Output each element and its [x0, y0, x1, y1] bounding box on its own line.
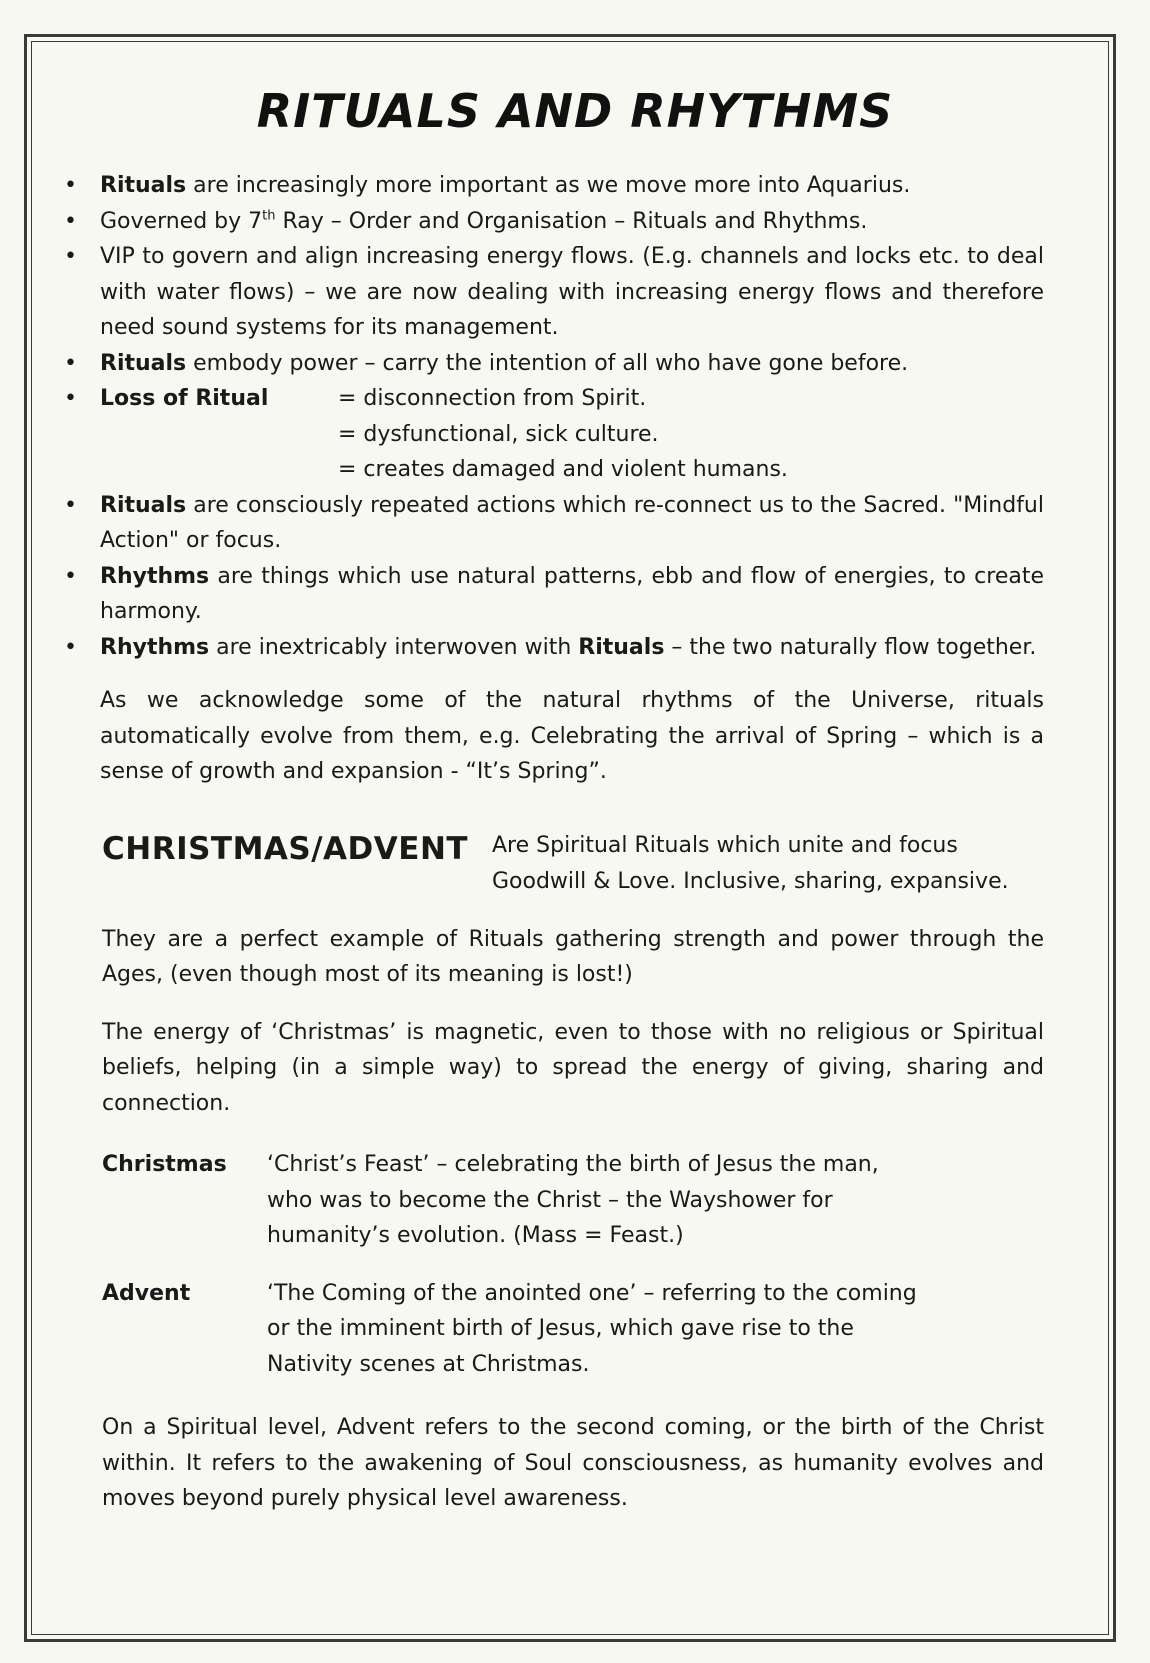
bullet-icon: •	[64, 634, 77, 660]
loss-line: = disconnection from Spirit.	[338, 386, 647, 411]
definition-line: ‘The Coming of the anointed one’ – referring to the coming	[267, 1280, 917, 1306]
bullet-text: are increasingly more important as we move more into Aquarius.	[186, 173, 911, 198]
bold-term: Rituals	[578, 634, 665, 660]
bullet-item	[64, 204, 1044, 240]
definition-text	[267, 1276, 917, 1383]
definition-text	[267, 1147, 879, 1254]
acknowledge-paragraph: As we acknowledge some of the natural rhythms of the Universe, rituals automatically evolve from them, e.g. Celebrating the arrival of Spring – which is a sense of growth and expansion - “It’s Spring”.	[100, 688, 1044, 784]
definition-line: humanity’s evolution. (Mass = Feast.)	[267, 1223, 684, 1248]
definition-term: Christmas	[102, 1152, 227, 1177]
bullet-icon: •	[64, 208, 77, 234]
bullet-item	[64, 168, 1044, 204]
loss-label: Loss of Ritual	[100, 386, 269, 411]
bullet-icon: •	[64, 244, 77, 269]
loss-row	[100, 381, 1044, 488]
document-body	[64, 168, 1044, 1517]
bullet-text: are inextricably interwoven with	[209, 634, 579, 660]
definition-christmas	[64, 1147, 1044, 1254]
bullet-text: are things which use natural patterns, ebb and flow of energies, to create harmony.	[100, 563, 1044, 624]
perfect-example-paragraph: They are a perfect example of Rituals gathering strength and power through the Ages, (even though most of its meaning is lost!)	[102, 926, 1044, 987]
energy-paragraph: The energy of ‘Christmas’ is magnetic, even to those with no religious or Spiritual beliefs, helping (in a simple way) to spread the energy of giving, sharing and connection.	[102, 1019, 1044, 1116]
definition-line: ‘Christ’s Feast’ – celebrating the birth of Jesus the man,	[267, 1152, 879, 1177]
superscript: th	[262, 208, 276, 224]
bold-term: Rituals	[100, 350, 187, 376]
section-intro	[492, 828, 1009, 900]
section-intro-line: Goodwill & Love. Inclusive, sharing, expansive.	[492, 868, 1009, 894]
bullet-item	[64, 488, 1044, 559]
bullet-list	[64, 168, 1044, 665]
bullet-icon: •	[64, 563, 77, 589]
bullet-item	[64, 239, 1044, 346]
bullet-text: VIP to govern and align increasing energy flows. (E.g. channels and locks etc. to deal with water flows) – we are now dealing with increasing energy flows and therefore need sound systems for its management.	[100, 244, 1044, 340]
bold-term: Rhythms	[100, 563, 210, 589]
definition-term: Advent	[102, 1280, 191, 1306]
bullet-text: embody power – carry the intention of all who have gone before.	[186, 350, 909, 376]
spiritual-level-paragraph: On a Spiritual level, Advent refers to the second coming, or the birth of the Christ within. It refers to the awakening of Soul consciousness, as humanity evolves and moves beyond purely physical level awareness.	[102, 1415, 1044, 1511]
bullet-item	[64, 630, 1044, 666]
bold-term: Rituals	[100, 492, 187, 518]
page-title: RITUALS AND RHYTHMS	[256, 84, 894, 138]
loss-lines	[338, 381, 788, 488]
bold-term: Rituals	[100, 173, 187, 198]
bullet-icon: •	[64, 492, 77, 518]
bullet-icon: •	[64, 350, 77, 376]
bullet-icon: •	[64, 386, 77, 411]
definition-line: Nativity scenes at Christmas.	[267, 1351, 590, 1377]
bullet-text: – the two naturally flow together.	[664, 634, 1037, 660]
definition-advent	[64, 1276, 1044, 1383]
bullet-text: Ray – Order and Organisation – Rituals and Rhythms.	[275, 208, 868, 234]
christmas-advent-section	[64, 828, 1044, 900]
bullet-text: are consciously repeated actions which re-connect us to the Sacred. "Mindful Action" or focus.	[100, 492, 1044, 553]
definition-line: who was to become the Christ – the Wayshower for	[267, 1187, 833, 1213]
section-intro-line: Are Spiritual Rituals which unite and focus	[492, 832, 958, 858]
bullet-icon: •	[64, 173, 77, 198]
loss-line: = dysfunctional, sick culture.	[338, 421, 659, 447]
bullet-item	[64, 346, 1044, 382]
bullet-item-loss-of-ritual	[64, 381, 1044, 488]
bullet-text: Governed by 7	[100, 208, 263, 234]
section-heading: CHRISTMAS/ADVENT	[102, 830, 469, 867]
definition-line: or the imminent birth of Jesus, which gave rise to the	[267, 1316, 854, 1341]
bold-term: Rhythms	[100, 634, 210, 660]
bullet-item	[64, 559, 1044, 630]
loss-line: = creates damaged and violent humans.	[338, 457, 788, 482]
